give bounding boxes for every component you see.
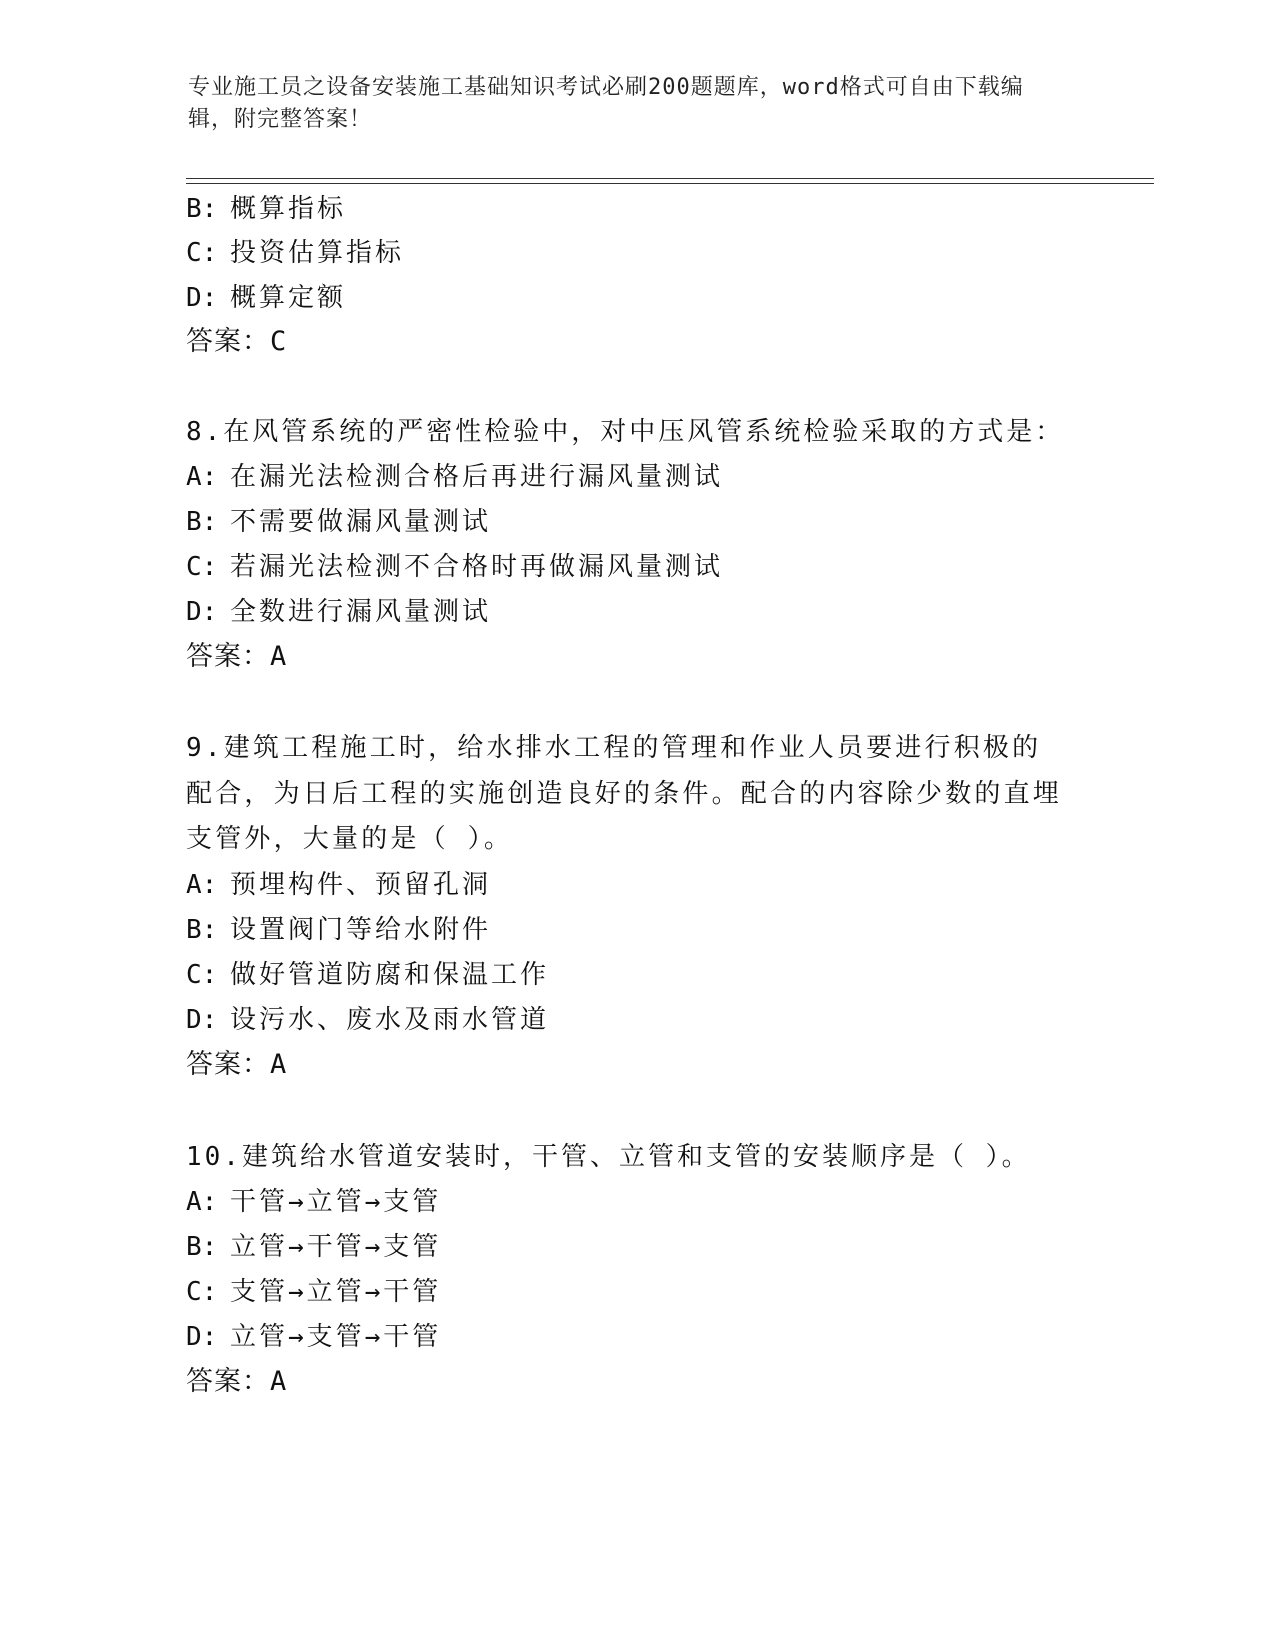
option-label: D: (186, 597, 218, 627)
q9-answer: 答案：A (186, 1049, 288, 1080)
q9-option-b (186, 907, 491, 953)
q8-option-b (186, 499, 491, 545)
q10-option-a (186, 1179, 441, 1225)
option-label: C: (186, 1277, 218, 1307)
option-text: 做好管道防腐和保温工作 (230, 960, 550, 990)
q10-option-b (186, 1224, 441, 1270)
option-text: 预埋构件、预留孔洞 (230, 870, 492, 900)
q7-answer: 答案：C (186, 326, 288, 357)
q7-option-b (186, 186, 346, 232)
q9-option-d (186, 997, 549, 1043)
q8-option-d (186, 589, 491, 635)
option-label: A: (186, 1187, 218, 1217)
option-label: C: (186, 238, 218, 268)
q8-option-c (186, 544, 723, 590)
document-header: 专业施工员之设备安装施工基础知识考试必刷200题题库，word格式可自由下载编辑，附完整答案！ (188, 75, 1024, 132)
q9-option-a (186, 862, 491, 908)
option-label: D: (186, 283, 218, 313)
q10-option-d (186, 1314, 441, 1360)
option-text: 立管→支管→干管 (230, 1322, 442, 1352)
option-label: A: (186, 870, 218, 900)
option-text: 概算定额 (230, 283, 347, 313)
q7-option-d (186, 275, 346, 321)
option-label: B: (186, 915, 218, 945)
q10-answer: 答案：A (186, 1366, 288, 1397)
option-text: 设污水、废水及雨水管道 (230, 1005, 550, 1035)
q8-question: 8.在风管系统的严密性检验中，对中压风管系统检验采取的方式是： (186, 417, 1065, 447)
option-text: 立管→干管→支管 (230, 1232, 442, 1262)
q9-option-c (186, 952, 549, 998)
header-divider-bottom (186, 183, 1154, 184)
option-text: 投资估算指标 (230, 238, 405, 268)
q8-answer: 答案：A (186, 641, 288, 672)
option-text: 干管→立管→支管 (230, 1187, 442, 1217)
q10-option-c (186, 1269, 441, 1315)
option-text: 全数进行漏风量测试 (230, 597, 492, 627)
option-text: 概算指标 (230, 194, 347, 224)
option-label: C: (186, 960, 218, 990)
q10-question: 10.建筑给水管道安装时，干管、立管和支管的安装顺序是（ ）。 (186, 1142, 1031, 1172)
option-label: C: (186, 552, 218, 582)
option-label: D: (186, 1322, 218, 1352)
q9-question: 9.建筑工程施工时，给水排水工程的管理和作业人员要进行积极的配合，为日后工程的实施创造良好的条件。配合的内容除少数的直埋支管外，大量的是（ ）。 (186, 733, 1063, 854)
option-text: 若漏光法检测不合格时再做漏风量测试 (230, 552, 724, 582)
option-label: A: (186, 462, 218, 492)
option-label: B: (186, 1232, 218, 1262)
option-label: D: (186, 1005, 218, 1035)
q7-option-c (186, 230, 404, 276)
q8-option-a (186, 454, 723, 500)
header-divider-top (186, 178, 1154, 179)
option-text: 设置阀门等给水附件 (230, 915, 492, 945)
option-label: B: (186, 194, 218, 224)
option-text: 不需要做漏风量测试 (230, 507, 492, 537)
option-text: 支管→立管→干管 (230, 1277, 442, 1307)
option-text: 在漏光法检测合格后再进行漏风量测试 (230, 462, 724, 492)
option-label: B: (186, 507, 218, 537)
